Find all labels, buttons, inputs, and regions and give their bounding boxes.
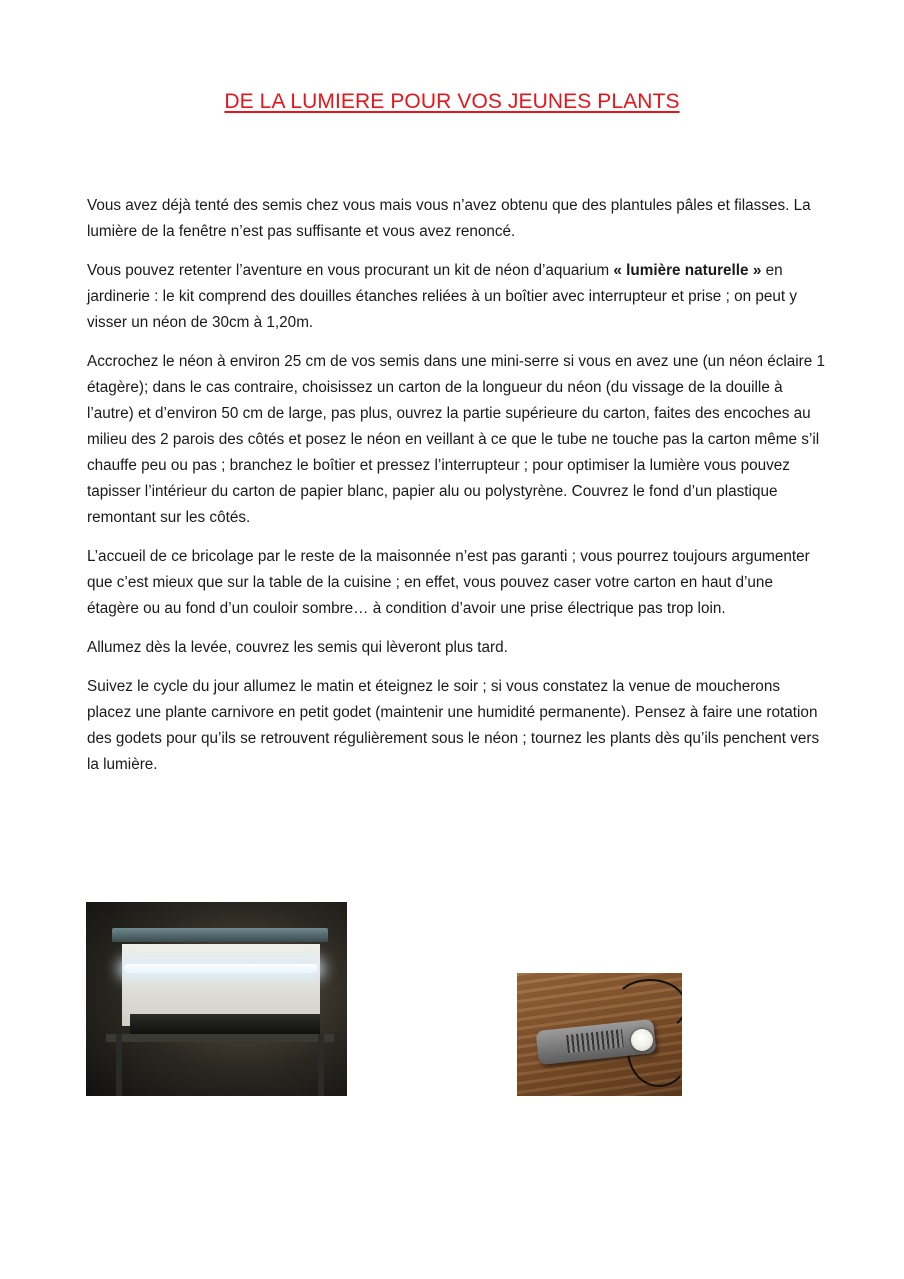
paragraph-kit-text-start: Vous pouvez retenter l’aventure en vous procurant un kit de néon d’aquarium <box>87 262 614 279</box>
switch-button <box>631 1029 653 1051</box>
paragraph-kit <box>87 258 827 336</box>
article-body <box>87 193 827 791</box>
shelf-leg-right <box>318 1034 324 1096</box>
paragraph-cycle: Suivez le cycle du jour allumez le matin et éteignez le soir ; si vous constatez la venue de moucherons placez une plante carnivore en petit godet (maintenir une humidité permanente). Pensez à faire une rotation des godets pour qu’ils se retrouvent régulièrement sous le néon ; tournez les plants dès qu’ils penchent vers la lumière. <box>87 678 820 773</box>
box-vents <box>566 1029 624 1053</box>
control-box-photo <box>517 973 682 1096</box>
shelf-board <box>106 1034 334 1042</box>
paragraph-kit-bold: « lumière naturelle » <box>613 262 762 279</box>
paragraph-lighting: Allumez dès la levée, couvrez les semis qui lèveront plus tard. <box>87 639 508 656</box>
paragraph-kit-text-end: en jardinerie : le kit comprend des douilles étanches reliées à un boîtier avec interrupteur et prise ; on peut y visser un néon de 30cm à 1,20m. <box>87 262 797 331</box>
seedling-trays <box>130 1014 320 1034</box>
paragraph-household: L’accueil de ce bricolage par le reste de la maisonnée n’est pas garanti ; vous pourrez toujours argumenter que c’est mieux que sur la table de la cuisine ; en effet, vous pouvez caser votre carton en haut d’une étagère ou au fond d’un couloir sombre… à condition d’avoir une prise électrique pas trop loin. <box>87 548 810 617</box>
neon-shelf-photo <box>86 902 347 1096</box>
shelf-frame <box>112 928 328 942</box>
shelf-leg-left <box>116 1034 122 1096</box>
paragraph-intro: Vous avez déjà tenté des semis chez vous mais vous n’avez obtenu que des plantules pâles et filasses. La lumière de la fenêtre n’est pas suffisante et vous avez renoncé. <box>87 197 811 240</box>
paragraph-setup: Accrochez le néon à environ 25 cm de vos semis dans une mini-serre si vous en avez une (un néon éclaire 1 étagère); dans le cas contraire, choisissez un carton de la longueur du néon (du vissage de la douille à l’autre) et d’environ 50 cm de large, pas plus, ouvrez la partie supérieure du carton, faites des encoches au milieu des 2 parois des côtés et posez le néon en veillant à ce que le tube ne touche pas la carton même s’il chauffe peu ou pas ; branchez le boîtier et pressez l’interrupteur ; pour optimiser la lumière vous pouvez tapisser l’intérieur du carton de papier blanc, papier alu ou polystyrène. Couvrez le fond d’un plastique remontant sur les côtés. <box>87 353 826 526</box>
page-title: DE LA LUMIERE POUR VOS JEUNES PLANTS <box>224 90 680 113</box>
neon-tube <box>124 964 318 973</box>
